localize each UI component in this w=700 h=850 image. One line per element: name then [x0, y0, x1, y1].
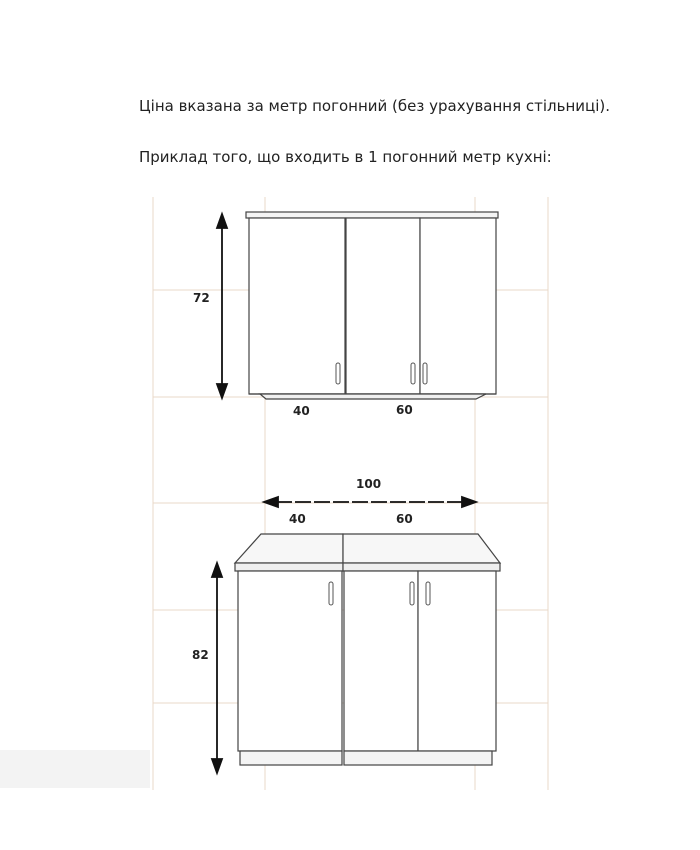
upper-left-width-label: 40: [293, 404, 310, 418]
floor-shadow: [0, 750, 150, 788]
lower-cabinets: [235, 534, 500, 765]
lower-height-label: 82: [192, 648, 209, 662]
lower-left-width-label: 40: [289, 512, 306, 526]
upper-height-label: 72: [193, 291, 210, 305]
upper-right-width-label: 60: [396, 403, 413, 417]
total-width-arrow: [264, 497, 476, 507]
example-note: Приклад того, що входить в 1 погонний метр кухні:: [139, 148, 552, 166]
upper-height-arrow: [217, 214, 227, 398]
total-width-label: 100: [356, 477, 382, 491]
lower-height-arrow: [212, 563, 222, 773]
price-note: Ціна вказана за метр погонний (без урахування стільниці).: [139, 97, 611, 115]
lower-right-width-label: 60: [396, 512, 413, 526]
upper-cabinets: [246, 212, 498, 399]
